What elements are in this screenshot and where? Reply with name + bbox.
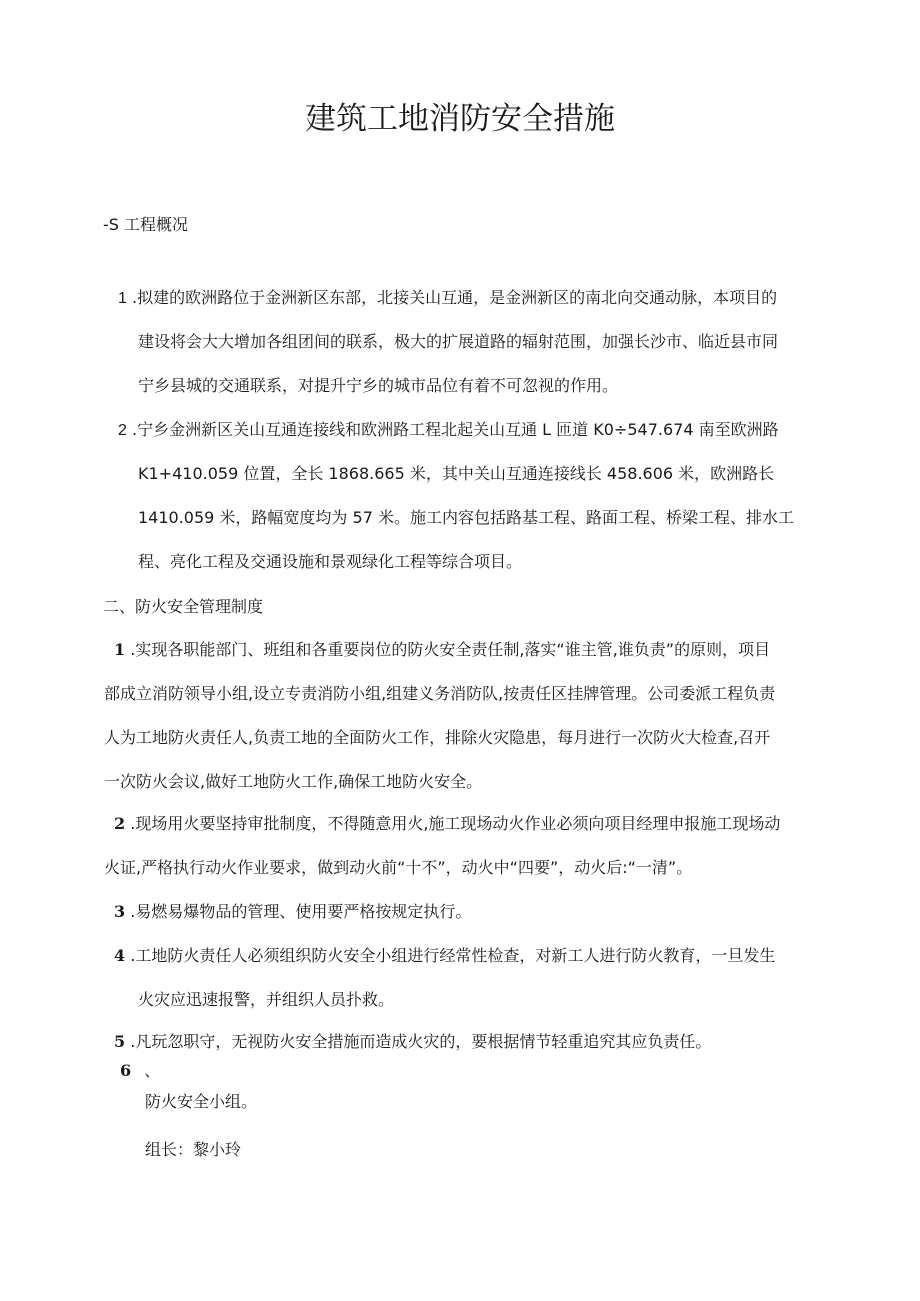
item-text: .易燃易爆物品的管理、使用要严格按规定执行。 [130, 902, 472, 921]
item-number: 1 [114, 640, 126, 659]
item-text: 建设将会大大增加各组团间的联系，极大的扩展道路的辐射范围，加强长沙市、临近县市同 [138, 332, 779, 351]
item-text: .宁乡金洲新区关山互通连接线和欧洲路工程北起关山互通 L 匝道 K0÷547.674 南至欧洲路 [132, 420, 779, 439]
fire-rule-item-4 [114, 934, 775, 1022]
item-text: .工地防火责任人必须组织防火安全小组进行经常性检查，对新工人进行防火教育，一旦发生 [130, 946, 776, 965]
item-text: K1+410.059 位置，全长 1868.665 米，其中关山互通连接线长 458.606 米，欧洲路长 [138, 464, 775, 483]
item-suffix: 、 [144, 1061, 161, 1080]
item-text: .现场用火要坚持审批制度，不得随意用火,施工现场动火作业必须向项目经理申报施工现场动 [130, 814, 781, 833]
item-number: 5 [114, 1032, 126, 1051]
item-text: 火灾应迅速报警，并组织人员扑救。 [138, 990, 395, 1009]
item-text: .拟建的欧洲路位于金洲新区东部，北接关山互通，是金洲新区的南北向交通动脉，本项目的 [132, 288, 778, 307]
overview-item-1 [118, 276, 778, 408]
fire-rule-item-6 [120, 1056, 160, 1086]
item-number: 2 [118, 422, 127, 439]
fire-safety-group-label: 防火安全小组。 [145, 1092, 258, 1111]
item-text: 程、亮化工程及交通设施和景观绿化工程等综合项目。 [138, 552, 523, 571]
item-text: 一次防火会议,做好工地防火工作,确保工地防火安全。 [104, 772, 483, 791]
item-number: 6 [120, 1061, 132, 1080]
fire-rule-item-2 [104, 802, 781, 890]
item-number: 1 [118, 290, 127, 307]
group-leader: 组长：黎小玲 [145, 1140, 242, 1159]
fire-rule-item-5 [114, 1020, 711, 1064]
item-text: 1410.059 米，路幅宽度均为 57 米。施工内容包括路基工程、路面工程、桥梁工程、排水工 [138, 508, 794, 527]
item-text: .实现各职能部门、班组和各重要岗位的防火安全责任制,落实“谁主管,谁负责”的原则，项目 [130, 640, 771, 659]
document-title: 建筑工地消防安全措施 [305, 101, 615, 137]
section-heading-fire-safety: 二、防火安全管理制度 [103, 597, 264, 616]
item-number: 2 [114, 814, 126, 833]
item-number: 4 [114, 946, 126, 965]
item-text: 火证,严格执行动火作业要求，做到动火前“十不”，动火中“四要”，动火后:“一清”。 [104, 858, 693, 877]
item-text: 部成立消防领导小组,设立专责消防小组,组建义务消防队,按责任区挂牌管理。公司委派工程负责 [104, 684, 776, 703]
section-heading-overview: -S 工程概况 [103, 215, 189, 234]
fire-rule-item-1 [104, 628, 776, 804]
item-text: 人为工地防火责任人,负责工地的全面防火工作，排除火灾隐患，每月进行一次防火大检查,召开 [104, 728, 771, 747]
overview-item-2 [118, 408, 794, 584]
fire-rule-item-3 [114, 890, 471, 934]
item-number: 3 [114, 902, 126, 921]
item-text: 宁乡县城的交通联系，对提升宁乡的城市品位有着不可忽视的作用。 [138, 376, 619, 395]
item-text: .凡玩忽职守，无视防火安全措施而造成火灾的，要根据情节轻重追究其应负责任。 [130, 1032, 712, 1051]
